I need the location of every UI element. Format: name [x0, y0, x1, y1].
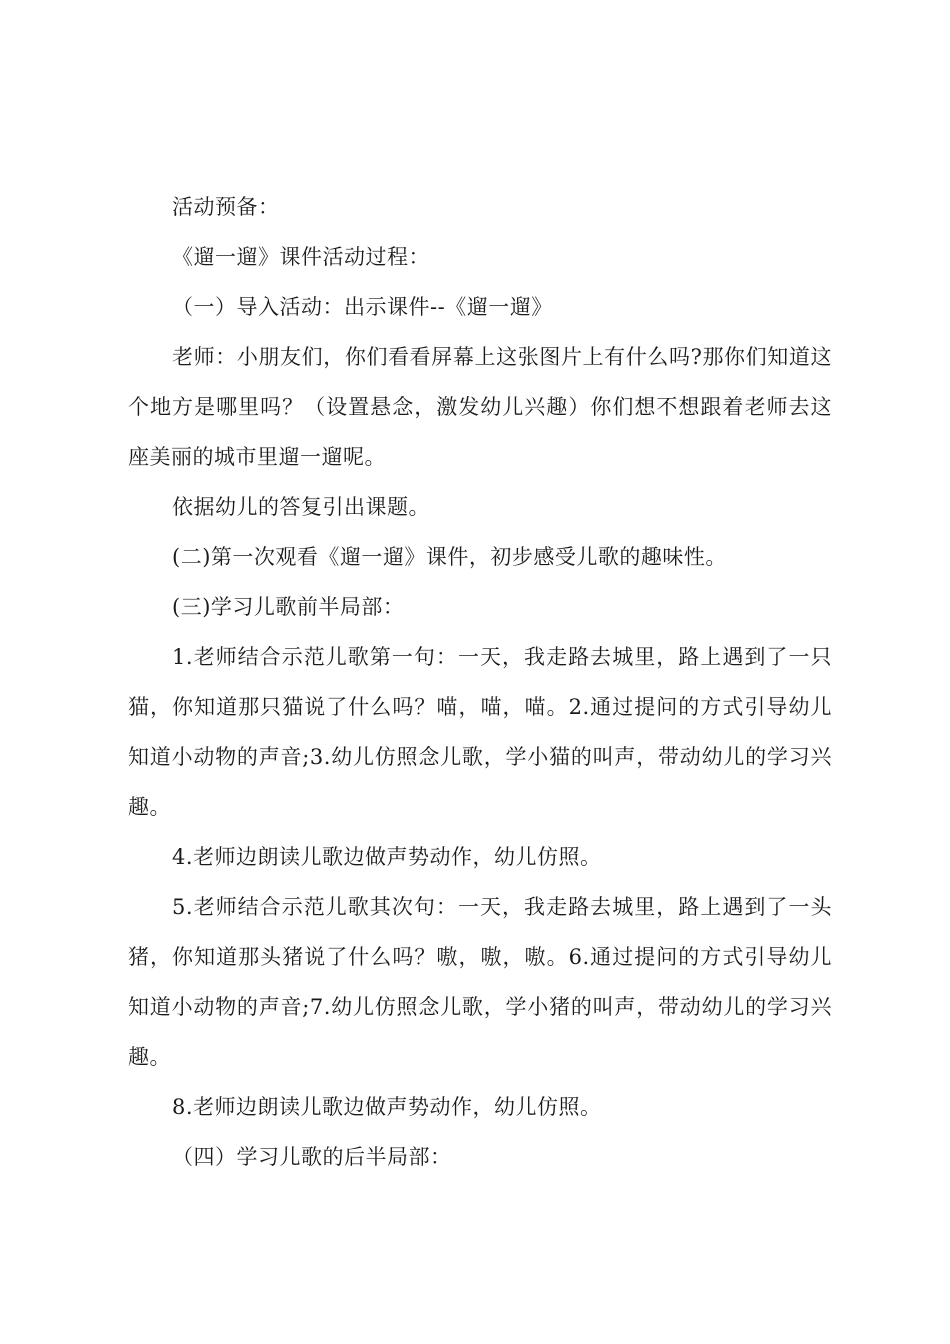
paragraph-step-8: 8.老师边朗读儿歌边做声势动作，幼儿仿照。	[172, 1095, 602, 1119]
paragraph-step-4: 4.老师边朗读儿歌边做声势动作，幼儿仿照。	[172, 845, 602, 869]
paragraph-section-1-heading: （一）导入活动：出示课件--《遛一遛》	[172, 295, 553, 319]
paragraph-section-4-heading: （四）学习儿歌的后半局部：	[172, 1145, 452, 1169]
paragraph-section-2-heading: (二)第一次观看《遛一遛》课件，初步感受儿歌的趣味性。	[172, 545, 727, 569]
paragraph-courseware-process: 《遛一遛》课件活动过程：	[172, 245, 430, 269]
paragraph-teacher-intro: 老师：小朋友们，你们看看屏幕上这张图片上有什么吗?那你们知道这个地方是哪里吗？（设置悬念，激发幼儿兴趣）你们想不想跟着老师去这座美丽的城市里遛一遛呢。	[128, 345, 832, 469]
paragraph-lead-topic: 依据幼儿的答复引出课题。	[172, 495, 430, 519]
paragraph-steps-1-3: 1.老师结合示范儿歌第一句：一天，我走路去城里，路上遇到了一只猫，你知道那只猫说了什么吗？喵，喵，喵。2.通过提问的方式引导幼儿知道小动物的声音;3.幼儿仿照念儿歌，学小猫的叫声，带动幼儿的学习兴趣。	[128, 645, 832, 819]
document-body	[128, 182, 832, 1182]
paragraph-section-3-heading: (三)学习儿歌前半局部：	[172, 595, 405, 619]
paragraph-steps-5-7: 5.老师结合示范儿歌其次句：一天，我走路去城里，路上遇到了一头猪，你知道那头猪说了什么吗？嗷，嗷，嗷。6.通过提问的方式引导幼儿知道小动物的声音;7.幼儿仿照念儿歌，学小猪的叫声，带动幼儿的学习兴趣。	[128, 895, 832, 1069]
paragraph-activity-prep: 活动预备：	[172, 195, 280, 219]
